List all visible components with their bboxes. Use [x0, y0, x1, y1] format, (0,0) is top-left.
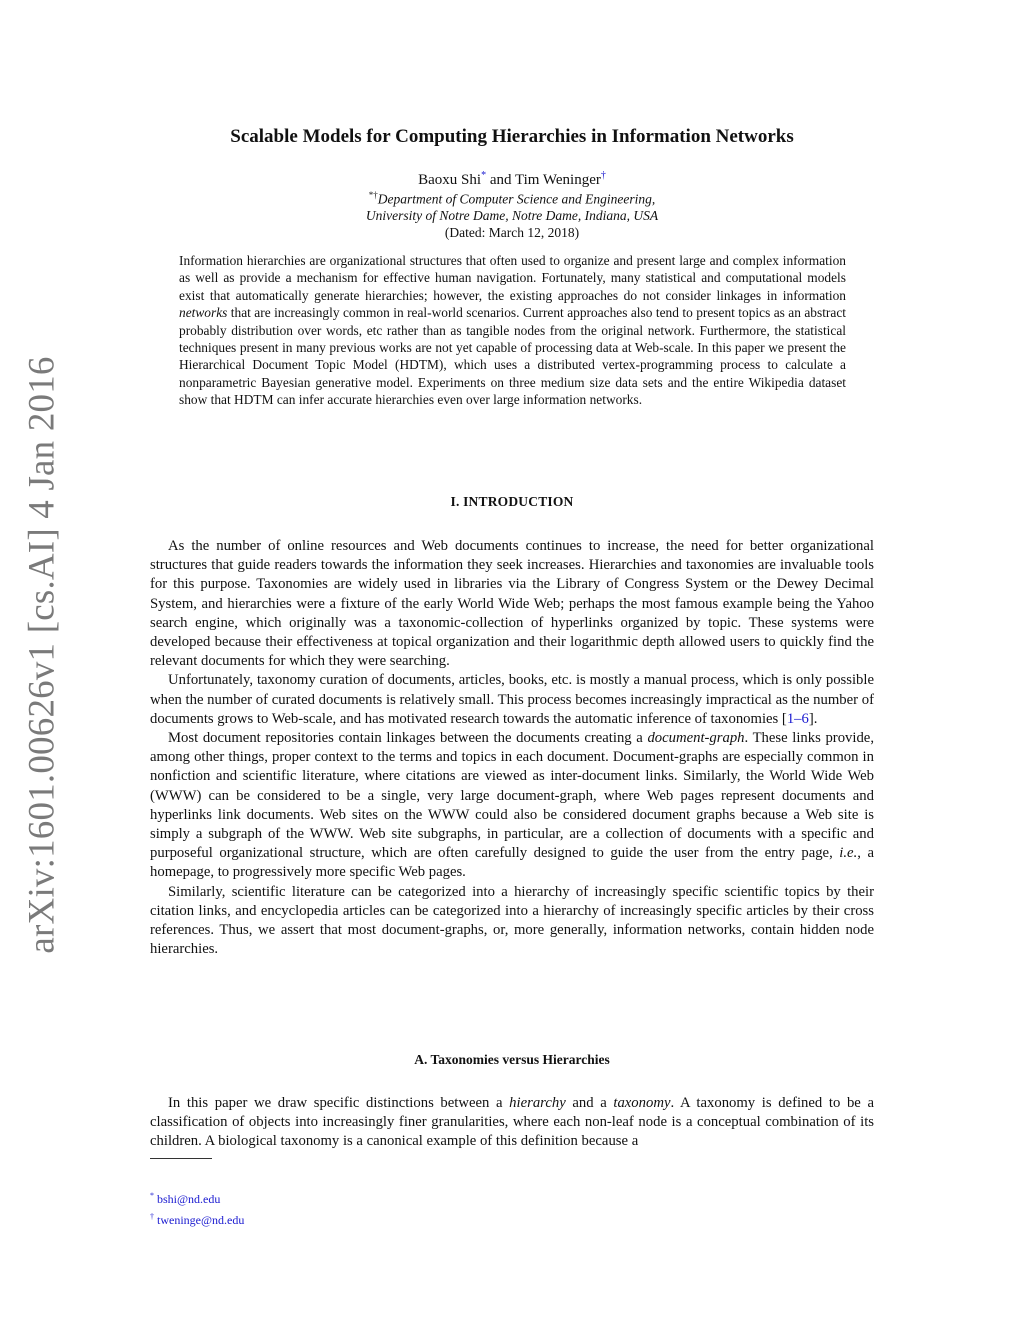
author-name: Tim Weninger — [514, 172, 601, 188]
paragraph: In this paper we draw specific distinctions between a hierarchy and a taxonomy. A taxonomy is defined to be a classification of objects into increasingly finer granularities, where each non-leaf node is a conceptual combination of its children. A biological taxonomy is a canonical example of this definition because a — [150, 1095, 874, 1150]
footnote-rule — [150, 1158, 212, 1159]
section-heading: I. INTRODUCTION — [450, 494, 574, 509]
email-link[interactable]: bshi@nd.edu — [157, 1192, 221, 1206]
author-footnote-mark[interactable]: † — [600, 170, 606, 181]
author-conjunction: and — [486, 172, 515, 188]
abstract: Information hierarchies are organizational structures that often used to organize and present large and complex information as well as provide a mechanism for effective human navigation. Fortunately, many statistical and computational models exist that automatically generate hierarchies; however, the existing approaches do not consider linkages in information networks that are increasingly common in real-world scenarios. Current approaches also tend to present topics as an abstract probably distribution over words, etc rather than as tangible nodes from the original network. Furthermore, the statistical techniques present in many previous works are not yet capable of processing data at Web-scale. In this paper we present the Hierarchical Document Topic Model (HDTM), which uses a distributed vertex-programming process to calculate a nonparametric Bayesian generative model. Experiments on three medium size data sets and the entire Wikipedia dataset show that HDTM can infer accurate hierarchies even over large information networks. — [179, 253, 846, 408]
footnote: * bshi@nd.edu — [150, 1191, 221, 1206]
paragraph: As the number of online resources and Web documents continues to increase, the need for better organizational structures that guide readers towards the information they seek increases. Hierarchies and taxonomies are invaluable tools for this purpose. Taxonomies are widely used in libraries via the Library of Congress System or the Dewey Decimal System, and hierarchies were a fixture of the early World Wide Web; perhaps the most famous example being the Yahoo search engine, which originally was a taxonomic-collection of hyperlinks organized by topic. These systems were developed because their effectiveness at topical organization and their logarithmic depth allowed users to quickly find the relevant documents for which they were searching. — [150, 538, 874, 670]
introduction-body — [150, 537, 874, 959]
footnotes — [150, 1187, 244, 1229]
dated-line: (Dated: March 12, 2018) — [444, 225, 580, 240]
subsection-body — [150, 1094, 874, 1152]
email-link[interactable]: tweninge@nd.edu — [157, 1213, 245, 1227]
paper-title: Scalable Models for Computing Hierarchies in Information Networks — [230, 126, 794, 147]
subsection-heading: A. Taxonomies versus Hierarchies — [414, 1052, 610, 1067]
author-name: Baoxu Shi — [418, 172, 482, 188]
authors — [0, 170, 1024, 189]
footnote: † tweninge@nd.edu — [150, 1212, 245, 1227]
affiliation-line: University of Notre Dame, Notre Dame, Indiana, USA — [365, 208, 659, 223]
citation-link[interactable]: 1–6 — [786, 710, 809, 727]
author-footnote-mark[interactable]: * — [481, 170, 487, 181]
paragraph: Similarly, scientific literature can be categorized into a hierarchy of increasingly specific scientific topics by their citation links, and encyclopedia articles can be categorized into a hierarchy of increasingly specific articles by their cross references. Thus, we assert that most document-graphs, or, more generally, information networks, contain hidden node hierarchies. — [150, 883, 874, 958]
affiliation-line: *†Department of Computer Science and Engineering, — [368, 190, 656, 207]
paragraph: Unfortunately, taxonomy curation of documents, articles, books, etc. is mostly a manual process, which is only possible when the number of curated documents is relatively small. This process becomes increasingly impractical as the number of documents grows to Web-scale, and has motivated research towards the automatic inference of taxonomies [1–6]. — [150, 672, 874, 727]
affiliation-marks: *† — [368, 190, 378, 200]
arxiv-id: arXiv:1601.00626v1 [cs.AI] 4 Jan 2016 — [21, 356, 63, 954]
paragraph: Most document repositories contain linkages between the documents creating a document-graph. These links provide, among other things, proper context to the terms and topics in each document. Document-graphs are especially common in nonfiction and scientific literature, where citations are viewed as inter-document links. Similarly, the World Wide Web (WWW) can be considered to be a single, very large document-graph, where Web pages represent documents and hyperlinks link documents. Web sites on the WWW could also be considered document graphs because a Web site is simply a subgraph of the WWW. Web site subgraphs, in particular, are a collection of documents with a specific and purposeful organizational structure, which are often carefully designed to guide the user from the entry page, i.e., a homepage, to progressively more specific Web pages. — [150, 730, 874, 881]
